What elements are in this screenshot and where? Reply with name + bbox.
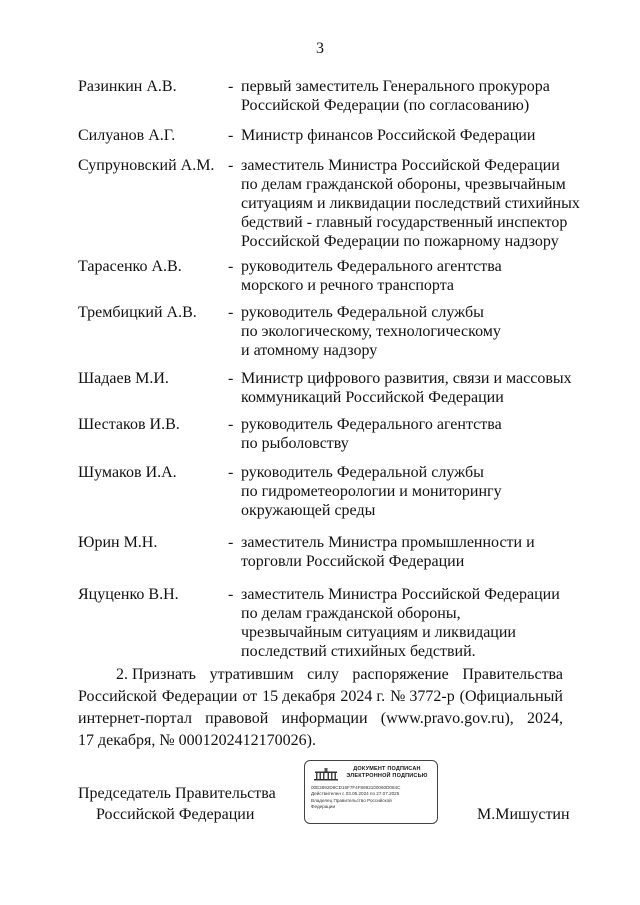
member-dash: - <box>228 304 234 321</box>
signature-title-line2: Российской Федерации <box>96 806 255 823</box>
member-role-line: по гидрометеорологии и мониторингу <box>241 483 502 500</box>
member-role-line: и атомному надзору <box>241 342 378 359</box>
member-name: Силуанов А.Г. <box>78 127 176 144</box>
paragraph-word: от <box>242 688 258 705</box>
signer-name: М.Мишустин <box>477 806 570 823</box>
member-role-line: Министр финансов Российской Федерации <box>241 127 536 144</box>
paragraph-word: правовой <box>205 710 269 727</box>
member-name: Тарасенко А.В. <box>78 258 182 275</box>
member-name: Трембицкий А.В. <box>78 304 197 321</box>
paragraph-word: Федерации <box>161 688 238 705</box>
member-role <box>241 257 576 295</box>
member-dash: - <box>228 127 234 144</box>
stamp-title-line2: ЭЛЕКТРОННОЙ ПОДПИСЬЮ <box>346 773 428 779</box>
member-role-line: по экологическому, технологическому <box>241 323 501 340</box>
member-role-line: Министр цифрового развития, связи и массовых <box>241 370 572 387</box>
paragraph-line <box>78 664 563 686</box>
member-role-line: заместитель Министра промышленности и <box>241 534 535 551</box>
member-role-line: коммуникаций Российской Федерации <box>241 389 504 406</box>
member-dash: - <box>228 370 234 387</box>
paragraph-word: распоряжение <box>352 666 449 683</box>
member-role <box>241 415 576 453</box>
member-name: Супруновский А.М. <box>78 157 215 174</box>
page-number: 3 <box>316 40 324 57</box>
member-role <box>241 585 576 661</box>
member-role-line: морского и речного транспорта <box>241 277 454 294</box>
member-role-line: руководитель Федеральной службы <box>241 304 484 321</box>
government-building-icon <box>313 767 339 781</box>
paragraph-word: утратившим <box>209 666 294 683</box>
electronic-signature-stamp <box>304 760 438 824</box>
paragraph-word: 15 декабря <box>262 688 336 705</box>
paragraph-line <box>78 708 563 730</box>
paragraph-word: 2. Признать <box>116 666 196 683</box>
member-dash: - <box>228 157 234 174</box>
member-role-line: Российской Федерации (по согласованию) <box>241 97 530 114</box>
member-role-line: чрезвычайным ситуациям и ликвидации <box>241 624 516 641</box>
stamp-owner-line2: Федерации <box>311 804 336 810</box>
paragraph-word: Российской <box>78 688 157 705</box>
stamp-title-line1: ДОКУМЕНТ ПОДПИСАН <box>353 766 421 772</box>
member-role-line: первый заместитель Генерального прокурора <box>241 78 550 95</box>
member-name: Разинкин А.В. <box>78 78 177 95</box>
member-role <box>241 369 576 407</box>
member-dash: - <box>228 464 234 481</box>
paragraph-2 <box>78 664 563 752</box>
member-role <box>241 303 576 360</box>
member-dash: - <box>228 416 234 433</box>
paragraph-line <box>78 730 563 752</box>
paragraph-line <box>78 686 563 708</box>
member-role <box>241 533 576 571</box>
stamp-serial: 00E3692D9CD15F7F4F8692100060D084C <box>311 785 401 790</box>
paragraph-word: 2024, <box>526 710 563 727</box>
member-role-line: Российской Федерации по пожарному надзору <box>241 233 559 250</box>
paragraph-word: (Официальный <box>459 688 563 705</box>
signature-title-line1: Председатель Правительства <box>78 785 276 802</box>
paragraph-word: № 3772-р <box>390 688 455 705</box>
member-role-line: последствий стихийных бедствий. <box>241 643 476 660</box>
member-role-line: бедствий - главный государственный инспектор <box>241 214 568 231</box>
stamp-owner-line1: Владелец Правительство Российской <box>311 797 392 803</box>
member-role-line: руководитель Федерального агентства <box>241 258 502 275</box>
paragraph-word: 17 декабря, № 0001202412170026). <box>78 732 316 749</box>
member-name: Шадаев М.И. <box>78 370 169 387</box>
member-name: Шумаков И.А. <box>78 464 177 481</box>
member-role-line: ситуациям и ликвидации последствий стихийных <box>241 195 580 212</box>
member-dash: - <box>228 258 234 275</box>
member-dash: - <box>228 586 234 603</box>
signature-title <box>78 783 276 825</box>
member-role-line: торговли Российской Федерации <box>241 553 465 570</box>
member-role-line: по делам гражданской обороны, <box>241 605 461 622</box>
member-dash: - <box>228 78 234 95</box>
member-role-line: по делам гражданской обороны, чрезвычайным <box>241 176 566 193</box>
member-role-line: руководитель Федерального агентства <box>241 416 502 433</box>
member-role-line: заместитель Министра Российской Федерации <box>241 157 560 174</box>
paragraph-word: 2024 г. <box>340 688 386 705</box>
member-role-line: руководитель Федеральной службы <box>241 464 484 481</box>
paragraph-word: (www.pravo.gov.ru), <box>380 710 514 727</box>
member-name: Юрин М.Н. <box>78 534 158 551</box>
member-name: Шестаков И.В. <box>78 416 180 433</box>
member-role-line: окружающей среды <box>241 502 376 519</box>
member-role <box>241 156 580 251</box>
paragraph-word: силу <box>307 666 339 683</box>
member-role <box>241 126 576 145</box>
stamp-valid: Действителен с 03.05.2024 по 27.07.2025 <box>311 791 400 797</box>
member-dash: - <box>228 534 234 551</box>
paragraph-word: Правительства <box>462 666 563 683</box>
member-name: Яцуценко В.Н. <box>78 586 179 603</box>
member-role-line: заместитель Министра Российской Федерации <box>241 586 560 603</box>
member-role-line: по рыболовству <box>241 435 349 452</box>
paragraph-word: интернет-портал <box>78 710 192 727</box>
member-role <box>241 463 576 520</box>
member-role <box>241 77 576 115</box>
paragraph-word: информации <box>281 710 368 727</box>
